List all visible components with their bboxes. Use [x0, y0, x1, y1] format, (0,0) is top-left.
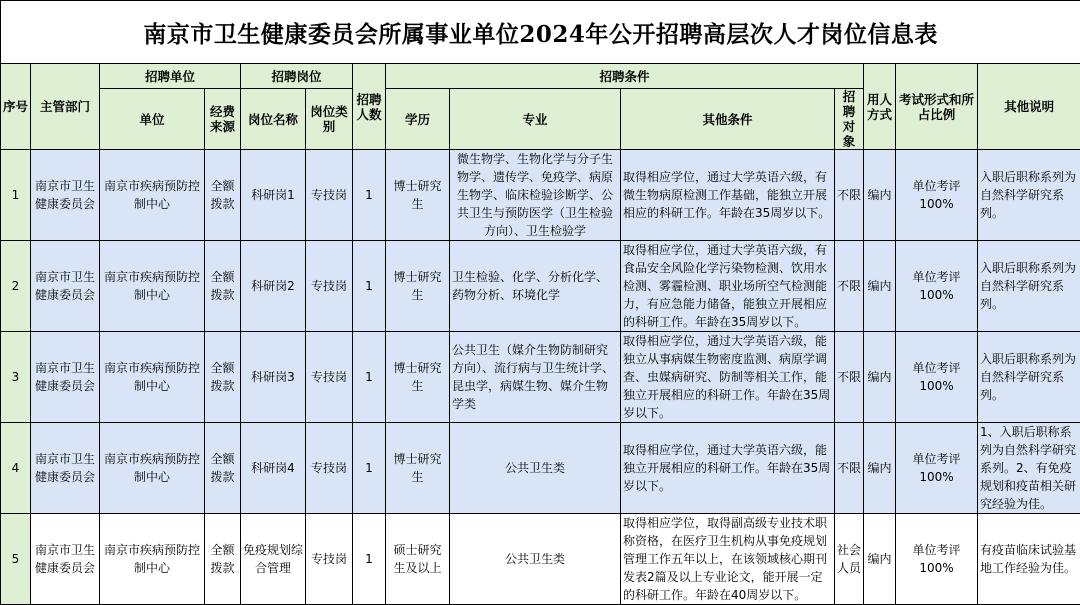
- header-unit: 单位: [100, 89, 205, 150]
- header-dept: 主管部门: [31, 64, 100, 150]
- cell-dept: 南京市卫生健康委员会: [31, 332, 100, 423]
- cell-post-name: 免疫规划综合管理: [241, 514, 306, 605]
- cell-post-name: 科研岗4: [241, 423, 306, 514]
- page-title: 南京市卫生健康委员会所属事业单位2024年公开招聘高层次人才岗位信息表: [1, 1, 1080, 64]
- cell-employ: 编内: [864, 423, 896, 514]
- cell-other: 取得相应学位，通过大学英语六级，有食品安全风险化学污染物检测、饮用水检测、雾霾检测、职业场所空气检测能力，有应急能力储备，能独立开展相应的科研工作。年龄在35周岁以下。: [621, 241, 835, 332]
- header-seq: 序号: [1, 64, 31, 150]
- cell-other: 取得相应学位，通过大学英语六级，能独立从事病媒生物密度监测、病原学调查、虫媒病研究、防制等相关工作，能独立开展相应的科研工作。年龄在35周岁以下。: [621, 332, 835, 423]
- cell-post-type: 专技岗: [306, 332, 353, 423]
- cell-target: 不限: [835, 332, 864, 423]
- cell-education: 博士研究生: [386, 332, 450, 423]
- cell-exam: 单位考评100%: [896, 150, 978, 241]
- cell-exam: 单位考评100%: [896, 514, 978, 605]
- cell-other: 取得相应学位，通过大学英语六级，有微生物病原检测工作基础，能独立开展相应的科研工作。年龄在35周岁以下。: [621, 150, 835, 241]
- header-unit-group: 招聘单位: [100, 64, 241, 89]
- cell-target: 不限: [835, 423, 864, 514]
- header-post-group: 招聘岗位: [241, 64, 353, 89]
- cell-employ: 编内: [864, 241, 896, 332]
- header-post-type: 岗位类别: [306, 89, 353, 150]
- cell-seq: 3: [1, 332, 31, 423]
- cell-funding: 全额拨款: [205, 150, 241, 241]
- cell-count: 1: [353, 514, 386, 605]
- cell-post-type: 专技岗: [306, 423, 353, 514]
- cell-dept: 南京市卫生健康委员会: [31, 241, 100, 332]
- header-notes: 其他说明: [978, 64, 1080, 150]
- table-row: [1, 241, 1080, 332]
- cell-target: 社会人员: [835, 514, 864, 605]
- header-count: 招聘人数: [353, 64, 386, 150]
- table-row: [1, 150, 1080, 241]
- cell-seq: 2: [1, 241, 31, 332]
- header-target: 招聘对象: [835, 89, 864, 150]
- cell-major: 微生物学、生物化学与分子生物学、遗传学、免疫学、病原生物学、临床检验诊断学、公共卫生与预防医学（卫生检验方向）、卫生检验学: [450, 150, 621, 241]
- cell-unit: 南京市疾病预防控制中心: [100, 332, 205, 423]
- cell-exam: 单位考评100%: [896, 332, 978, 423]
- cell-post-type: 专技岗: [306, 150, 353, 241]
- cell-employ: 编内: [864, 332, 896, 423]
- header-conditions-group: 招聘条件: [386, 64, 864, 89]
- cell-seq: 1: [1, 150, 31, 241]
- cell-education: 博士研究生: [386, 150, 450, 241]
- table-row: [1, 332, 1080, 423]
- cell-other: 取得相应学位，通过大学英语六级，能独立开展相应的科研工作。年龄在35周岁以下。: [621, 423, 835, 514]
- table-row: [1, 514, 1080, 605]
- cell-dept: 南京市卫生健康委员会: [31, 150, 100, 241]
- cell-major: 公共卫生（媒介生物防制研究方向）、流行病与卫生统计学、昆虫学，病媒生物、媒介生物学类: [450, 332, 621, 423]
- cell-post-name: 科研岗3: [241, 332, 306, 423]
- header-exam: 考试形式和所占比例: [896, 64, 978, 150]
- cell-funding: 全额拨款: [205, 241, 241, 332]
- cell-seq: 4: [1, 423, 31, 514]
- cell-notes: 有疫苗临床试验基地工作经验为佳。: [978, 514, 1080, 605]
- cell-post-name: 科研岗1: [241, 150, 306, 241]
- cell-post-type: 专技岗: [306, 241, 353, 332]
- cell-post-type: 专技岗: [306, 514, 353, 605]
- cell-employ: 编内: [864, 514, 896, 605]
- cell-notes: 入职后职称系列为自然科学研究系列。: [978, 150, 1080, 241]
- cell-count: 1: [353, 150, 386, 241]
- cell-unit: 南京市疾病预防控制中心: [100, 514, 205, 605]
- cell-major: 公共卫生类: [450, 423, 621, 514]
- cell-count: 1: [353, 332, 386, 423]
- header-post-name: 岗位名称: [241, 89, 306, 150]
- cell-other: 取得相应学位，取得副高级专业技术职称资格，在医疗卫生机构从事免疫规划管理工作五年以上，在该领域核心期刊发表2篇及以上专业论文，能开展一定的科研工作。年龄在40周岁以下。: [621, 514, 835, 605]
- cell-employ: 编内: [864, 150, 896, 241]
- header-employ: 用人方式: [864, 64, 896, 150]
- cell-major: 卫生检验、化学、分析化学、药物分析、环境化学: [450, 241, 621, 332]
- cell-education: 博士研究生: [386, 423, 450, 514]
- cell-funding: 全额拨款: [205, 423, 241, 514]
- cell-count: 1: [353, 241, 386, 332]
- cell-target: 不限: [835, 241, 864, 332]
- cell-funding: 全额拨款: [205, 514, 241, 605]
- table-row: [1, 423, 1080, 514]
- cell-dept: 南京市卫生健康委员会: [31, 423, 100, 514]
- header-funding: 经费来源: [205, 89, 241, 150]
- header-education: 学历: [386, 89, 450, 150]
- cell-unit: 南京市疾病预防控制中心: [100, 150, 205, 241]
- header-other: 其他条件: [621, 89, 835, 150]
- cell-notes: 入职后职称系列为自然科学研究系列。: [978, 332, 1080, 423]
- header-major: 专业: [450, 89, 621, 150]
- cell-post-name: 科研岗2: [241, 241, 306, 332]
- cell-seq: 5: [1, 514, 31, 605]
- cell-funding: 全额拨款: [205, 332, 241, 423]
- cell-education: 博士研究生: [386, 241, 450, 332]
- cell-count: 1: [353, 423, 386, 514]
- cell-unit: 南京市疾病预防控制中心: [100, 241, 205, 332]
- cell-exam: 单位考评100%: [896, 423, 978, 514]
- cell-exam: 单位考评100%: [896, 241, 978, 332]
- cell-education: 硕士研究生及以上: [386, 514, 450, 605]
- cell-unit: 南京市疾病预防控制中心: [100, 423, 205, 514]
- cell-dept: 南京市卫生健康委员会: [31, 514, 100, 605]
- cell-notes: 1、入职后职称系列为自然科学研究系列。2、有免疫规划和疫苗相关研究经验为佳。: [978, 423, 1080, 514]
- cell-major: 公共卫生类: [450, 514, 621, 605]
- cell-target: 不限: [835, 150, 864, 241]
- cell-notes: 入职后职称系列为自然科学研究系列。: [978, 241, 1080, 332]
